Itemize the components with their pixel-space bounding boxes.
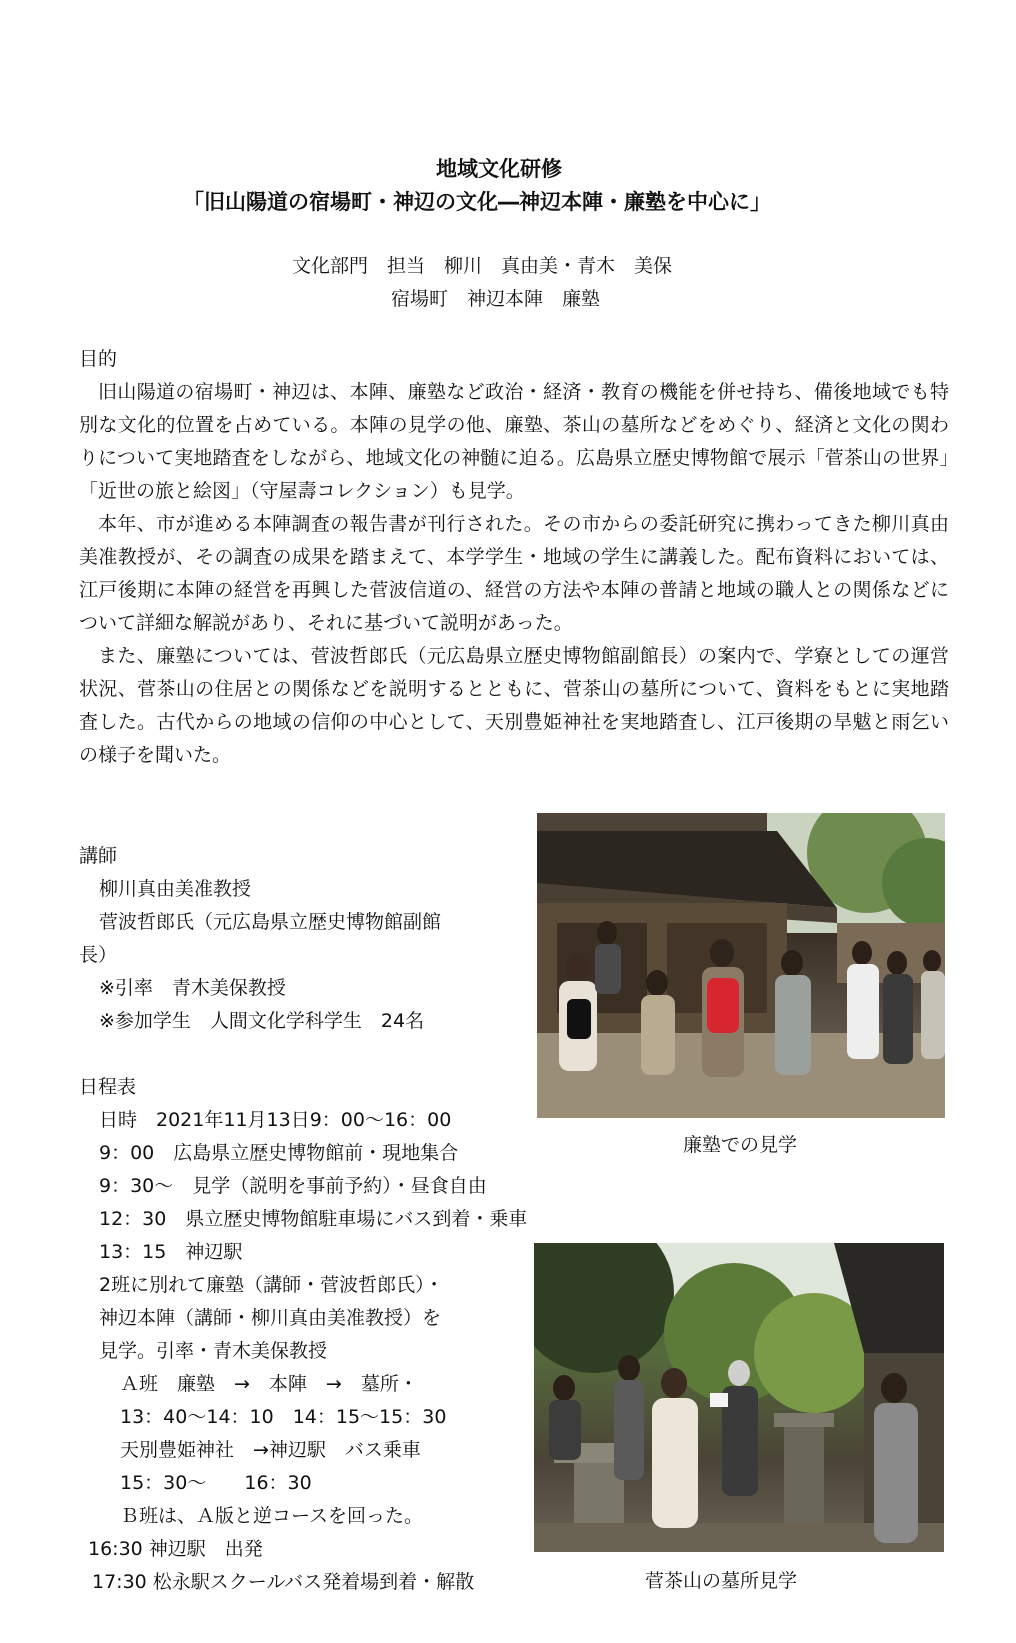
purpose-paragraph: 本年、市が進める本陣調査の報告書が刊行された。その市からの委託研究に携わってきた柳川真由美准教授が、その調査の成果を踏まえて、本学学生・地域の学生に講義した。配布資料においては、江戸後期に本陣の経営を再興した菅波信道の、経営の方法や本陣の普請と地域の職人との関係などについて詳細な解説があり、それに基づいて説明があった。	[79, 513, 949, 634]
lecturer-line: 菅波哲郎氏（元広島県立歴史博物館副館	[99, 911, 442, 933]
schedule-line: 見学。引率・青木美保教授	[99, 1340, 328, 1362]
schedule-line: 15：30～ 16：30	[120, 1472, 312, 1494]
schedule-line: 13：40～14：10 14：15～15：30	[120, 1406, 447, 1428]
schedule-line: 12：30 県立歴史博物館駐車場にバス到着・乗車	[99, 1208, 528, 1230]
schedule-line: Ａ班 廉塾 → 本陣 → 墓所・	[120, 1373, 418, 1395]
photo-rentaku-illustration	[537, 813, 945, 1118]
schedule-line: 2班に別れて廉塾（講師・菅波哲郎氏）・	[99, 1274, 444, 1296]
schedule-line: Ｂ班は、Ａ版と逆コースを回った。	[120, 1505, 424, 1527]
lecturer-line: ※引率 青木美保教授	[99, 977, 286, 999]
page-title: 地域文化研修	[436, 157, 562, 181]
photo-rentaku-visit	[537, 813, 945, 1118]
purpose-body	[79, 376, 949, 772]
photo1-caption: 廉塾での見学	[683, 1134, 798, 1156]
schedule-line: 16:30 神辺駅 出発	[88, 1538, 263, 1560]
lecturer-line: 柳川真由美准教授	[99, 878, 252, 900]
schedule-line: 17:30 松永駅スクールバス発着場到着・解散	[92, 1571, 475, 1593]
schedule-line: 天別豊姫神社 →神辺駅 バス乗車	[120, 1439, 421, 1461]
schedule-line: 9：00 広島県立歴史博物館前・現地集合	[99, 1142, 459, 1164]
purpose-paragraph: 旧山陽道の宿場町・神辺は、本陣、廉塾など政治・経済・教育の機能を併せ持ち、備後地域でも特別な文化的位置を占めている。本陣の見学の他、廉塾、茶山の墓所などをめぐり、経済と文化の関わりについて実地踏査をしながら、地域文化の神髄に迫る。広島県立歴史博物館で展示「菅茶山の世界」「近世の旅と絵図」（守屋壽コレクション）も見学。	[79, 381, 949, 502]
purpose-heading: 目的	[79, 348, 118, 370]
photo-grave-illustration	[534, 1243, 944, 1552]
page-subtitle: 「旧山陽道の宿場町・神辺の文化―神辺本陣・廉塾を中心に」	[183, 190, 771, 214]
lecturer-line: ※参加学生 人間文化学科学生 24名	[99, 1010, 425, 1032]
keywords-line: 宿場町 神辺本陣 廉塾	[391, 288, 601, 310]
photo2-caption: 菅茶山の墓所見学	[645, 1570, 798, 1592]
schedule-heading: 日程表	[79, 1076, 137, 1098]
department-line: 文化部門 担当 柳川 真由美・青木 美保	[292, 255, 673, 277]
schedule-line: 日時 2021年11月13日9：00～16：00	[99, 1109, 452, 1131]
purpose-paragraph: また、廉塾については、菅波哲郎氏（元広島県立歴史博物館副館長）の案内で、学寮としての運営状況、菅茶山の住居との関係などを説明するとともに、菅茶山の墓所について、資料をもとに実地踏査した。古代からの地域の信仰の中心として、天別豊姫神社を実地踏査し、江戸後期の旱魃と雨乞いの様子を聞いた。	[79, 645, 949, 766]
schedule-line: 神辺本陣（講師・柳川真由美准教授）を	[99, 1307, 442, 1329]
schedule-line: 9：30～ 見学（説明を事前予約）・昼食自由	[99, 1175, 487, 1197]
lecturer-line: 長）	[79, 944, 118, 966]
schedule-line: 13：15 神辺駅	[99, 1241, 243, 1263]
photo-grave-visit	[534, 1243, 944, 1552]
lecturers-heading: 講師	[79, 845, 118, 867]
